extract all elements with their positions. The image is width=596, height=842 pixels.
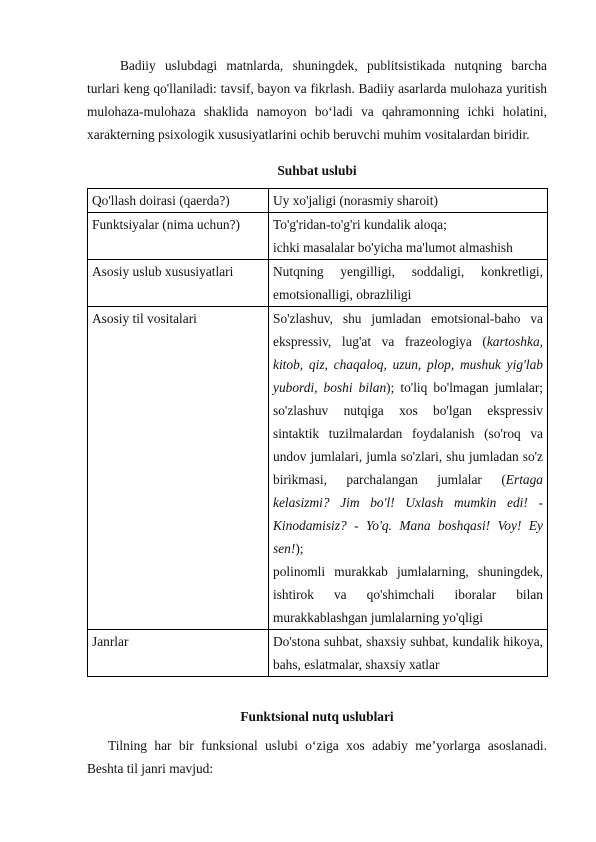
language-means-examples-2: Ertaga kelasizmi? Jim bo'l! Uxlash mumkin edi! - Kinodamisiz? - Yo'q. Mana boshqasi! Voy! Ey sen! (273, 472, 543, 556)
intro-paragraph: Badiiy uslubdagi matnlarda, shuningdek, publitsistikada nutqning barcha turlari keng qo'llaniladi: tavsif, bayon va fikrlash. Badiiy asarlarda mulohaza yuritish mulohaza-mulohaza shaklida namoyon bo‘ladi va qahramonning ichki holatini, xarakterning psixologik xususiyatlarini ochib beruvchi muhim vositalardan biridir. (87, 58, 547, 142)
language-means-text-3: ); (295, 541, 304, 556)
language-means-text-1: So'zlashuv, shu jumladan emotsional-baho va ekspressiv, lug'at va frazeologiya ( (273, 311, 543, 349)
row-value-genres: Do'stona suhbat, shaxsiy suhbat, kundalik hikoya, bahs, eslatmalar, shaxsiy xatlar (269, 630, 548, 677)
language-means-text-4: polinomli murakkab jumlalarning, shuningdek, ishtirok va qo'shimchali iboralar bilan murakkablashgan jumlalarning yo'qligi (273, 564, 543, 625)
language-means-text-2: ); to'liq bo'lmagan jumlalar; so'zlashuv nutqiga xos bo'lgan ekspressiv sintaktik tuzilmalardan foydalanish (so'roq va undov jumlalari, jumla so'zlari, shu jumladan so'z birikmasi, parchalangan jumlalar ( (273, 380, 543, 487)
row-value-features: Nutqning yengilligi, soddaligi, konkretligi, emotsionalligi, obrazliligi (269, 260, 548, 307)
row-value-language-means (269, 307, 548, 630)
row-label-features: Asosiy uslub xususiyatlari (88, 260, 269, 307)
bottom-paragraph: Tilning har bir funksional uslubi o‘ziga xos adabiy me’yorlarga asoslanadi. Beshta til janri mavjud: (87, 738, 547, 776)
table-row (88, 307, 548, 630)
row-value-scope: Uy xo'jaligi (norasmiy sharoit) (269, 189, 548, 213)
table-title: Suhbat uslubi (277, 163, 357, 178)
table-row (88, 213, 548, 260)
row-label-functions: Funktsiyalar (nima uchun?) (88, 213, 269, 260)
row-label-language-means: Asosiy til vositalari (88, 307, 269, 630)
table-row (88, 189, 548, 213)
section-title: Funktsional nutq uslublari (240, 709, 394, 724)
row-value-functions (269, 213, 548, 260)
row-label-genres: Janrlar (88, 630, 269, 677)
language-means-examples-1: kartoshka, kitob, qiz, chaqaloq, uzun, plop, mushuk yig'lab yubordi, boshi bilan (273, 334, 543, 395)
table-row (88, 260, 548, 307)
row-label-scope: Qo'llash doirasi (qaerda?) (88, 189, 269, 213)
functions-line-1: To'g'ridan-to'g'ri kundalik aloqa; (273, 217, 447, 232)
suhbat-uslubi-table (87, 188, 548, 677)
functions-line-2: ichki masalalar bo'yicha ma'lumot almashish (273, 240, 513, 255)
table-row (88, 630, 548, 677)
